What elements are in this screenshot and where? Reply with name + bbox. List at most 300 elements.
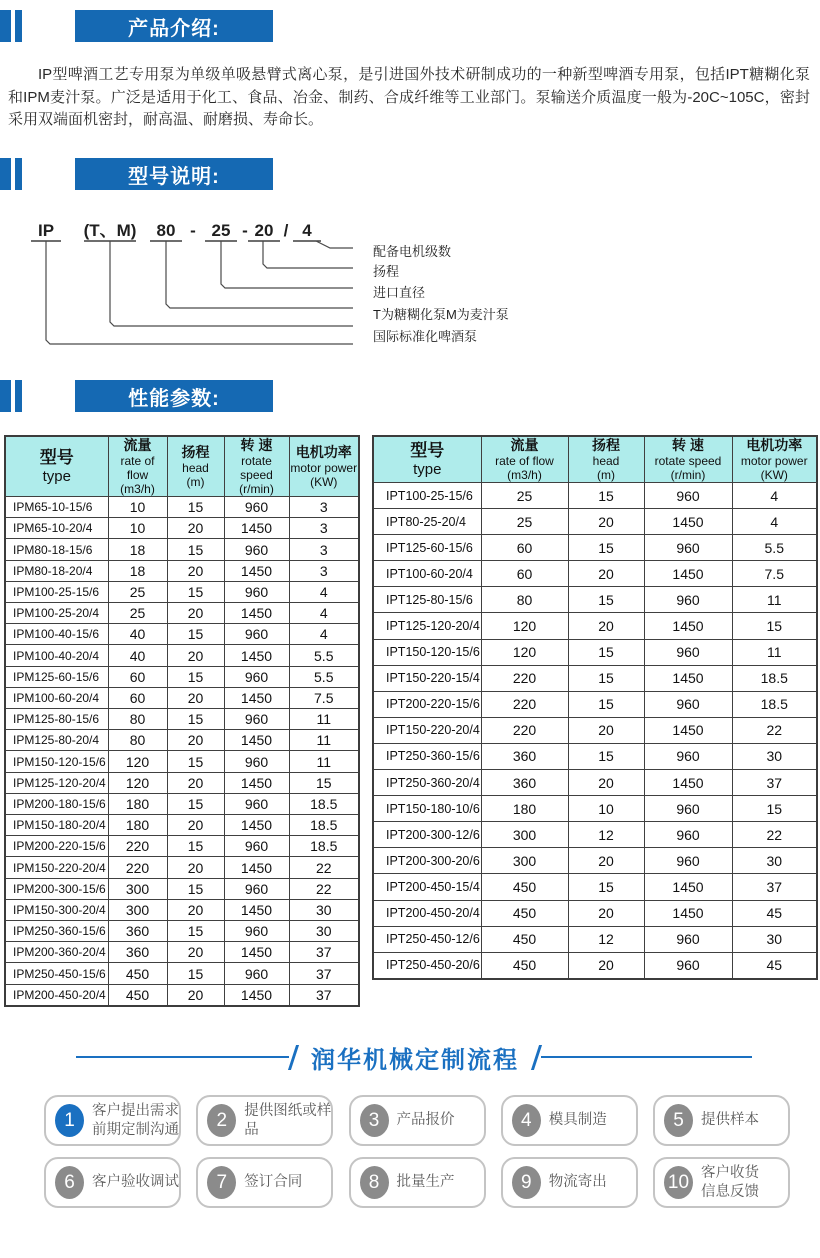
value-cell: 120: [108, 772, 167, 793]
model-cell: IPT150-220-20/4: [373, 717, 481, 743]
value-cell: 1450: [644, 770, 732, 796]
value-cell: 37: [732, 874, 817, 900]
step-label: 产品报价: [396, 1112, 455, 1128]
process-step: [349, 1095, 486, 1146]
value-cell: 15: [167, 793, 224, 814]
value-cell: 30: [289, 921, 359, 942]
value-cell: 120: [481, 639, 568, 665]
value-cell: 1450: [644, 874, 732, 900]
value-cell: 80: [108, 730, 167, 751]
table-row: [5, 624, 359, 645]
model-label: 配备电机级数: [373, 244, 452, 259]
value-cell: 15: [167, 666, 224, 687]
step-number-badge: 4: [512, 1104, 541, 1137]
value-cell: 1450: [224, 560, 289, 581]
table-row: [5, 645, 359, 666]
table-row: [373, 665, 817, 691]
header-decoration-bar: [0, 380, 11, 412]
value-cell: 25: [481, 509, 568, 535]
value-cell: 960: [644, 952, 732, 979]
model-cell: IPM80-18-15/6: [5, 539, 108, 560]
process-step: [501, 1095, 638, 1146]
value-cell: 3: [289, 539, 359, 560]
value-cell: 15: [568, 691, 644, 717]
value-cell: 45: [732, 900, 817, 926]
value-cell: 18.5: [732, 665, 817, 691]
process-step: [653, 1095, 790, 1146]
value-cell: 1450: [644, 561, 732, 587]
value-cell: 960: [224, 878, 289, 899]
table-row: [5, 772, 359, 793]
model-cell: IPM65-10-20/4: [5, 518, 108, 539]
model-cell: IPM200-360-20/4: [5, 942, 108, 963]
model-cell: IPM250-450-15/6: [5, 963, 108, 984]
value-cell: 960: [644, 926, 732, 952]
model-cell: IPT125-60-15/6: [373, 535, 481, 561]
value-cell: 40: [108, 645, 167, 666]
value-cell: 15: [568, 874, 644, 900]
table-row: [373, 796, 817, 822]
model-cell: IPT250-360-20/4: [373, 770, 481, 796]
performance-table-ipm: [4, 435, 360, 1007]
table-row: [5, 603, 359, 624]
value-cell: 11: [732, 639, 817, 665]
value-cell: 220: [481, 665, 568, 691]
value-cell: 18.5: [289, 815, 359, 836]
value-cell: 45: [732, 952, 817, 979]
value-cell: 960: [224, 836, 289, 857]
value-cell: 20: [167, 942, 224, 963]
table-row: [373, 848, 817, 874]
model-cell: IPM125-80-20/4: [5, 730, 108, 751]
table-row: [5, 539, 359, 560]
table-row: [373, 535, 817, 561]
model-cell: IPT100-25-15/6: [373, 483, 481, 509]
model-cell: IPM100-40-15/6: [5, 624, 108, 645]
model-cell: IPT200-450-15/4: [373, 874, 481, 900]
performance-table-ipt: [372, 435, 818, 980]
header-decoration-bar: [15, 158, 22, 190]
value-cell: 7.5: [289, 687, 359, 708]
value-cell: 20: [167, 603, 224, 624]
slash-decoration: [288, 1045, 299, 1070]
column-header: 型号 type: [373, 436, 481, 483]
section-header-intro: [0, 10, 820, 42]
table-row: [5, 921, 359, 942]
column-header: 扬程 head (m): [568, 436, 644, 483]
model-cell: IPM200-300-15/6: [5, 878, 108, 899]
value-cell: 15: [167, 836, 224, 857]
value-cell: 15: [167, 921, 224, 942]
value-cell: 20: [167, 772, 224, 793]
value-cell: 3: [289, 560, 359, 581]
value-cell: 960: [224, 709, 289, 730]
section-header-model: [0, 158, 820, 190]
value-cell: 120: [108, 751, 167, 772]
value-cell: 11: [289, 751, 359, 772]
value-cell: 11: [289, 709, 359, 730]
step-number-badge: 10: [664, 1166, 693, 1199]
model-part: IP: [37, 221, 55, 240]
process-step: [501, 1157, 638, 1208]
model-label: 国际标准化啤酒泵: [373, 329, 478, 344]
model-cell: IPM200-220-15/6: [5, 836, 108, 857]
model-cell: IPM80-18-20/4: [5, 560, 108, 581]
value-cell: 1450: [224, 645, 289, 666]
value-cell: 11: [732, 587, 817, 613]
value-cell: 960: [224, 921, 289, 942]
value-cell: 15: [289, 772, 359, 793]
column-header: 流量 rate of flow (m3/h): [481, 436, 568, 483]
model-cell: IPM100-25-20/4: [5, 603, 108, 624]
value-cell: 960: [224, 539, 289, 560]
value-cell: 450: [481, 900, 568, 926]
table-header-row: [373, 436, 817, 483]
value-cell: 180: [108, 793, 167, 814]
value-cell: 450: [481, 952, 568, 979]
header-decoration-bar: [15, 10, 22, 42]
model-cell: IPM150-120-15/6: [5, 751, 108, 772]
table-row: [5, 963, 359, 984]
model-cell: IPT250-450-20/6: [373, 952, 481, 979]
model-cell: IPT200-300-20/6: [373, 848, 481, 874]
table-row: [373, 822, 817, 848]
table-row: [5, 942, 359, 963]
value-cell: 15: [568, 743, 644, 769]
process-step: [653, 1157, 790, 1208]
value-cell: 1450: [224, 518, 289, 539]
value-cell: 37: [289, 942, 359, 963]
value-cell: 12: [568, 822, 644, 848]
model-cell: IPM150-300-20/4: [5, 899, 108, 920]
value-cell: 960: [644, 483, 732, 509]
value-cell: 15: [568, 535, 644, 561]
value-cell: 20: [568, 717, 644, 743]
table-row: [373, 509, 817, 535]
table-row: [373, 483, 817, 509]
value-cell: 360: [108, 921, 167, 942]
table-row: [5, 666, 359, 687]
column-header: 转 速 rotate speed (r/min): [644, 436, 732, 483]
value-cell: 20: [167, 645, 224, 666]
value-cell: 15: [167, 751, 224, 772]
step-number-badge: 1: [55, 1104, 84, 1137]
table-row: [5, 984, 359, 1006]
value-cell: 15: [568, 639, 644, 665]
process-step: [44, 1095, 181, 1146]
model-label: T为糖糊化泵M为麦汁泵: [373, 307, 509, 322]
value-cell: 1450: [224, 857, 289, 878]
value-cell: 960: [224, 581, 289, 602]
value-cell: 15: [167, 963, 224, 984]
model-part: -: [242, 221, 248, 240]
header-decoration-bar: [0, 10, 11, 42]
table-row: [373, 770, 817, 796]
value-cell: 15: [167, 581, 224, 602]
value-cell: 12: [568, 926, 644, 952]
section-title-performance: 性能参数:: [75, 380, 273, 412]
step-label: 客户收货 信息反馈: [701, 1164, 759, 1200]
value-cell: 180: [481, 796, 568, 822]
value-cell: 4: [289, 603, 359, 624]
value-cell: 18.5: [289, 836, 359, 857]
step-label: 提供图纸或样 品: [244, 1102, 332, 1138]
value-cell: 1450: [224, 730, 289, 751]
model-cell: IPM125-120-20/4: [5, 772, 108, 793]
process-title: 润华机械定制流程: [311, 1046, 519, 1074]
value-cell: 1450: [224, 984, 289, 1006]
value-cell: 11: [289, 730, 359, 751]
value-cell: 20: [568, 613, 644, 639]
value-cell: 20: [167, 560, 224, 581]
column-header: 转 速 rotate speed (r/min): [224, 436, 289, 497]
model-cell: IPM100-25-15/6: [5, 581, 108, 602]
column-header: 型号 type: [5, 436, 108, 497]
table-row: [373, 900, 817, 926]
value-cell: 3: [289, 518, 359, 539]
value-cell: 1450: [224, 687, 289, 708]
value-cell: 20: [167, 857, 224, 878]
value-cell: 1450: [224, 772, 289, 793]
value-cell: 15: [568, 587, 644, 613]
table-row: [5, 581, 359, 602]
table-row: [373, 691, 817, 717]
value-cell: 60: [481, 535, 568, 561]
column-header: 电机功率 motor power (KW): [732, 436, 817, 483]
table-row: [373, 613, 817, 639]
model-cell: IPT125-120-20/4: [373, 613, 481, 639]
model-part: -: [190, 221, 196, 240]
value-cell: 360: [481, 743, 568, 769]
value-cell: 450: [108, 963, 167, 984]
value-cell: 4: [289, 624, 359, 645]
value-cell: 960: [644, 848, 732, 874]
column-header: 扬程 head (m): [167, 436, 224, 497]
model-cell: IPM150-220-20/4: [5, 857, 108, 878]
model-part: /: [283, 221, 289, 240]
value-cell: 25: [108, 603, 167, 624]
step-number-badge: 3: [360, 1104, 389, 1137]
value-cell: 15: [167, 878, 224, 899]
table-row: [5, 878, 359, 899]
value-cell: 15: [167, 709, 224, 730]
table-row: [373, 926, 817, 952]
step-label: 批量生产: [396, 1174, 455, 1190]
value-cell: 15: [732, 613, 817, 639]
table-row: [5, 709, 359, 730]
model-cell: IPM125-60-15/6: [5, 666, 108, 687]
value-cell: 20: [568, 848, 644, 874]
value-cell: 960: [644, 691, 732, 717]
model-designation-diagram: [0, 210, 820, 360]
step-number-badge: 8: [360, 1166, 389, 1199]
value-cell: 300: [481, 822, 568, 848]
value-cell: 120: [481, 613, 568, 639]
table-row: [5, 793, 359, 814]
column-header: 流量 rate of flow (m3/h): [108, 436, 167, 497]
model-cell: IPT250-360-15/6: [373, 743, 481, 769]
model-cell: IPM100-40-20/4: [5, 645, 108, 666]
value-cell: 220: [481, 717, 568, 743]
table-row: [373, 743, 817, 769]
value-cell: 18.5: [732, 691, 817, 717]
section-header-performance: [0, 380, 820, 412]
model-cell: IPM200-450-20/4: [5, 984, 108, 1006]
model-cell: IPM200-180-15/6: [5, 793, 108, 814]
model-part: (T、M): [83, 221, 137, 240]
model-part: 4: [302, 221, 312, 240]
value-cell: 960: [644, 587, 732, 613]
value-cell: 1450: [644, 509, 732, 535]
table-row: [373, 561, 817, 587]
model-label: 进口直径: [373, 285, 426, 300]
value-cell: 450: [108, 984, 167, 1006]
table-row: [5, 751, 359, 772]
value-cell: 80: [108, 709, 167, 730]
value-cell: 960: [224, 793, 289, 814]
value-cell: 20: [568, 952, 644, 979]
model-cell: IPM250-360-15/6: [5, 921, 108, 942]
section-title-intro: 产品介绍:: [75, 10, 273, 42]
value-cell: 1450: [644, 900, 732, 926]
value-cell: 10: [568, 796, 644, 822]
table-row: [5, 899, 359, 920]
value-cell: 22: [732, 822, 817, 848]
value-cell: 1450: [224, 815, 289, 836]
table-row: [5, 560, 359, 581]
value-cell: 30: [732, 848, 817, 874]
model-cell: IPM100-60-20/4: [5, 687, 108, 708]
value-cell: 1450: [224, 942, 289, 963]
value-cell: 20: [167, 984, 224, 1006]
value-cell: 5.5: [289, 645, 359, 666]
process-steps-row-2: [44, 1157, 790, 1208]
value-cell: 15: [167, 497, 224, 518]
model-part: 80: [156, 221, 176, 240]
model-cell: IPM150-180-20/4: [5, 815, 108, 836]
step-number-badge: 2: [207, 1104, 236, 1137]
table-row: [5, 518, 359, 539]
value-cell: 15: [732, 796, 817, 822]
process-step: [196, 1095, 333, 1146]
process-step: [44, 1157, 181, 1208]
table-row: [5, 815, 359, 836]
step-label: 客户提出需求 前期定制沟通: [92, 1102, 179, 1138]
table-row: [373, 874, 817, 900]
step-number-badge: 6: [55, 1166, 84, 1199]
value-cell: 15: [167, 539, 224, 560]
model-cell: IPT200-300-12/6: [373, 822, 481, 848]
value-cell: 1450: [224, 603, 289, 624]
title-rule-right: [541, 1056, 752, 1058]
value-cell: 360: [481, 770, 568, 796]
value-cell: 18: [108, 560, 167, 581]
value-cell: 20: [167, 899, 224, 920]
value-cell: 25: [481, 483, 568, 509]
step-label: 客户验收调试: [92, 1174, 179, 1190]
value-cell: 22: [289, 857, 359, 878]
model-cell: IPT200-220-15/6: [373, 691, 481, 717]
model-cell: IPT150-120-15/6: [373, 639, 481, 665]
value-cell: 360: [108, 942, 167, 963]
step-label: 模具制造: [548, 1112, 607, 1128]
table-row: [5, 730, 359, 751]
value-cell: 40: [108, 624, 167, 645]
value-cell: 960: [644, 822, 732, 848]
value-cell: 15: [568, 665, 644, 691]
value-cell: 220: [108, 857, 167, 878]
value-cell: 4: [732, 509, 817, 535]
process-steps-row-1: [44, 1095, 790, 1146]
value-cell: 20: [568, 509, 644, 535]
value-cell: 960: [644, 796, 732, 822]
model-cell: IPM125-80-15/6: [5, 709, 108, 730]
value-cell: 80: [481, 587, 568, 613]
model-cell: IPT100-60-20/4: [373, 561, 481, 587]
step-label: 签订合同: [244, 1174, 303, 1190]
model-cell: IPT250-450-12/6: [373, 926, 481, 952]
value-cell: 5.5: [732, 535, 817, 561]
value-cell: 37: [289, 963, 359, 984]
step-number-badge: 7: [207, 1166, 236, 1199]
table-row: [5, 836, 359, 857]
value-cell: 7.5: [732, 561, 817, 587]
title-rule-left: [76, 1056, 289, 1058]
value-cell: 20: [568, 900, 644, 926]
model-cell: IPT150-180-10/6: [373, 796, 481, 822]
value-cell: 22: [732, 717, 817, 743]
value-cell: 20: [568, 561, 644, 587]
value-cell: 18: [108, 539, 167, 560]
column-header: 电机功率 motor power (KW): [289, 436, 359, 497]
value-cell: 15: [167, 624, 224, 645]
value-cell: 20: [167, 815, 224, 836]
value-cell: 5.5: [289, 666, 359, 687]
intro-paragraph: IP型啤酒工艺专用泵为单级单吸悬臂式离心泵，是引进国外技术研制成功的一种新型啤酒专用泵，包括IPT糖糊化泵和IPM麦汁泵。广泛是适用于化工、食品、冶金、制药、合成纤维等工业部门。泵输送介质温度一般为-20C~105C，密封采用双端面机密封，耐高温、耐磨损、寿命长。: [8, 66, 810, 128]
value-cell: 3: [289, 497, 359, 518]
model-cell: IPM65-10-15/6: [5, 497, 108, 518]
value-cell: 450: [481, 874, 568, 900]
model-cell: IPT200-450-20/4: [373, 900, 481, 926]
value-cell: 180: [108, 815, 167, 836]
value-cell: 18.5: [289, 793, 359, 814]
value-cell: 960: [224, 624, 289, 645]
table-row: [373, 587, 817, 613]
model-cell: IPT150-220-15/4: [373, 665, 481, 691]
step-number-badge: 9: [512, 1166, 541, 1199]
value-cell: 960: [224, 751, 289, 772]
model-cell: IPT125-80-15/6: [373, 587, 481, 613]
step-label: 物流寄出: [548, 1174, 607, 1190]
value-cell: 1450: [224, 899, 289, 920]
value-cell: 450: [481, 926, 568, 952]
value-cell: 1450: [644, 717, 732, 743]
table-row: [373, 639, 817, 665]
table-header-row: [5, 436, 359, 497]
header-decoration-bar: [0, 158, 11, 190]
value-cell: 4: [732, 483, 817, 509]
table-row: [5, 497, 359, 518]
model-label: 扬程: [373, 264, 400, 279]
value-cell: 15: [568, 483, 644, 509]
model-cell: IPT80-25-20/4: [373, 509, 481, 535]
section-title-model: 型号说明:: [75, 158, 273, 190]
process-title-row: [76, 1042, 755, 1072]
table-row: [373, 952, 817, 979]
value-cell: 30: [289, 899, 359, 920]
value-cell: 20: [167, 518, 224, 539]
value-cell: 20: [167, 730, 224, 751]
